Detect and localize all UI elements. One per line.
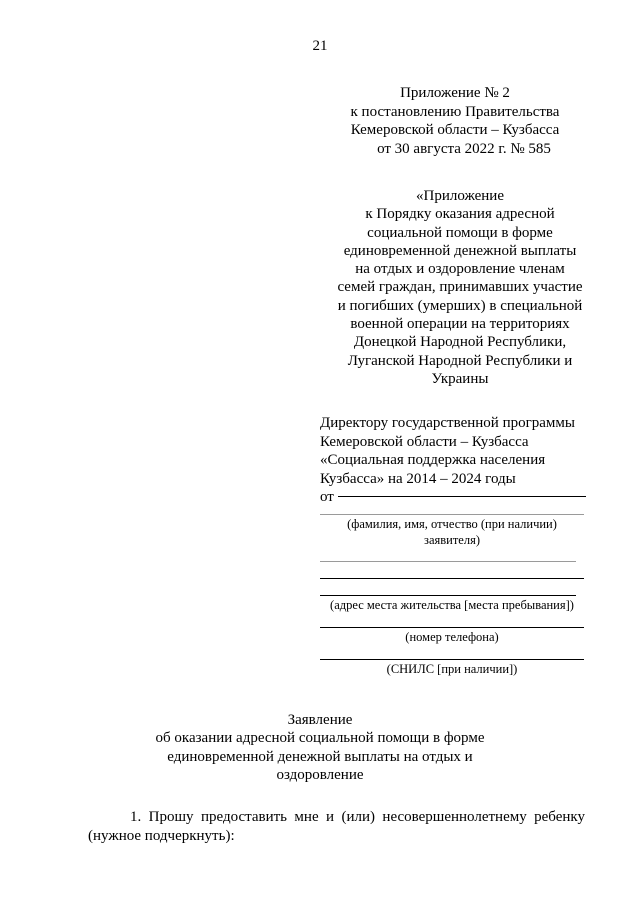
phone-caption: (номер телефона) xyxy=(405,630,499,644)
appendix-quote-line: на отдых и оздоровление членам xyxy=(355,261,565,278)
appendix-quote-line: Донецкой Народной Республики, xyxy=(353,334,567,351)
appendix-quote-line: военной операции на территориях xyxy=(350,316,570,333)
statement-subtitle-line: об оказании адресной социальной помощи в форме xyxy=(155,730,485,746)
appendix-quote-line: социальной помощи в форме xyxy=(367,224,553,241)
statement-subtitle xyxy=(100,729,540,785)
from-label: от xyxy=(320,489,334,505)
address-field-line-3 xyxy=(320,595,576,596)
paragraph-1 xyxy=(88,808,585,845)
appendix-header-line: Приложение № 2 xyxy=(400,85,510,101)
appendix-header-line: Кемеровской области – Кузбасса xyxy=(350,122,560,138)
phone-field-line xyxy=(320,627,584,628)
appendix-header-line: к постановлению Правительства xyxy=(350,103,560,120)
appendix-quote xyxy=(320,187,600,388)
appendix-quote-line: единовременной денежной выплаты xyxy=(343,242,577,259)
statement-title: Заявление xyxy=(287,712,353,728)
addressee-line: Директору государственной программы xyxy=(320,415,575,431)
fio-caption-line: заявителя) xyxy=(424,533,480,547)
appendix-header-line: от 30 августа 2022 г. № 585 xyxy=(377,140,551,157)
snils-caption: (СНИЛС [при наличии]) xyxy=(386,662,518,676)
address-caption: (адрес места жительства [места пребывания]) xyxy=(330,598,574,612)
appendix-quote-line: Украины xyxy=(431,370,489,387)
addressee-line: «Социальная поддержка населения xyxy=(320,452,546,468)
addressee-line: Кузбасса» на 2014 – 2024 годы xyxy=(320,470,516,487)
appendix-quote-line: семей граждан, принимавших участие xyxy=(337,279,583,296)
appendix-quote-line: Луганской Народной Республики и xyxy=(347,352,573,369)
paragraph-1-line-2: (нужное подчеркнуть): xyxy=(88,827,235,844)
applicant-name-field-line xyxy=(338,496,586,497)
fio-caption-line: (фамилия, имя, отчество (при наличии) xyxy=(347,517,557,531)
paragraph-1-line-1: 1. Прошу предоставить мне и (или) несовершеннолетнему ребенку xyxy=(130,809,585,825)
appendix-quote-line: к Порядку оказания адресной xyxy=(365,206,555,223)
addressee-block xyxy=(320,414,600,507)
applicant-name-field-line-2 xyxy=(320,514,584,515)
appendix-quote-line: и погибших (умерших) в специальной xyxy=(337,297,583,314)
address-field-line-1 xyxy=(320,561,576,562)
fio-caption xyxy=(320,516,584,548)
address-field-line-2 xyxy=(320,578,584,579)
statement-subtitle-line: оздоровление xyxy=(276,767,364,783)
appendix-quote-line: «Приложение xyxy=(415,188,504,204)
appendix-header xyxy=(330,84,580,158)
page-number: 21 xyxy=(312,38,328,54)
addressee-line: Кемеровской области – Кузбасса xyxy=(320,433,529,450)
snils-field-line xyxy=(320,659,584,660)
statement-subtitle-line: единовременной денежной выплаты на отдых и xyxy=(167,748,473,765)
